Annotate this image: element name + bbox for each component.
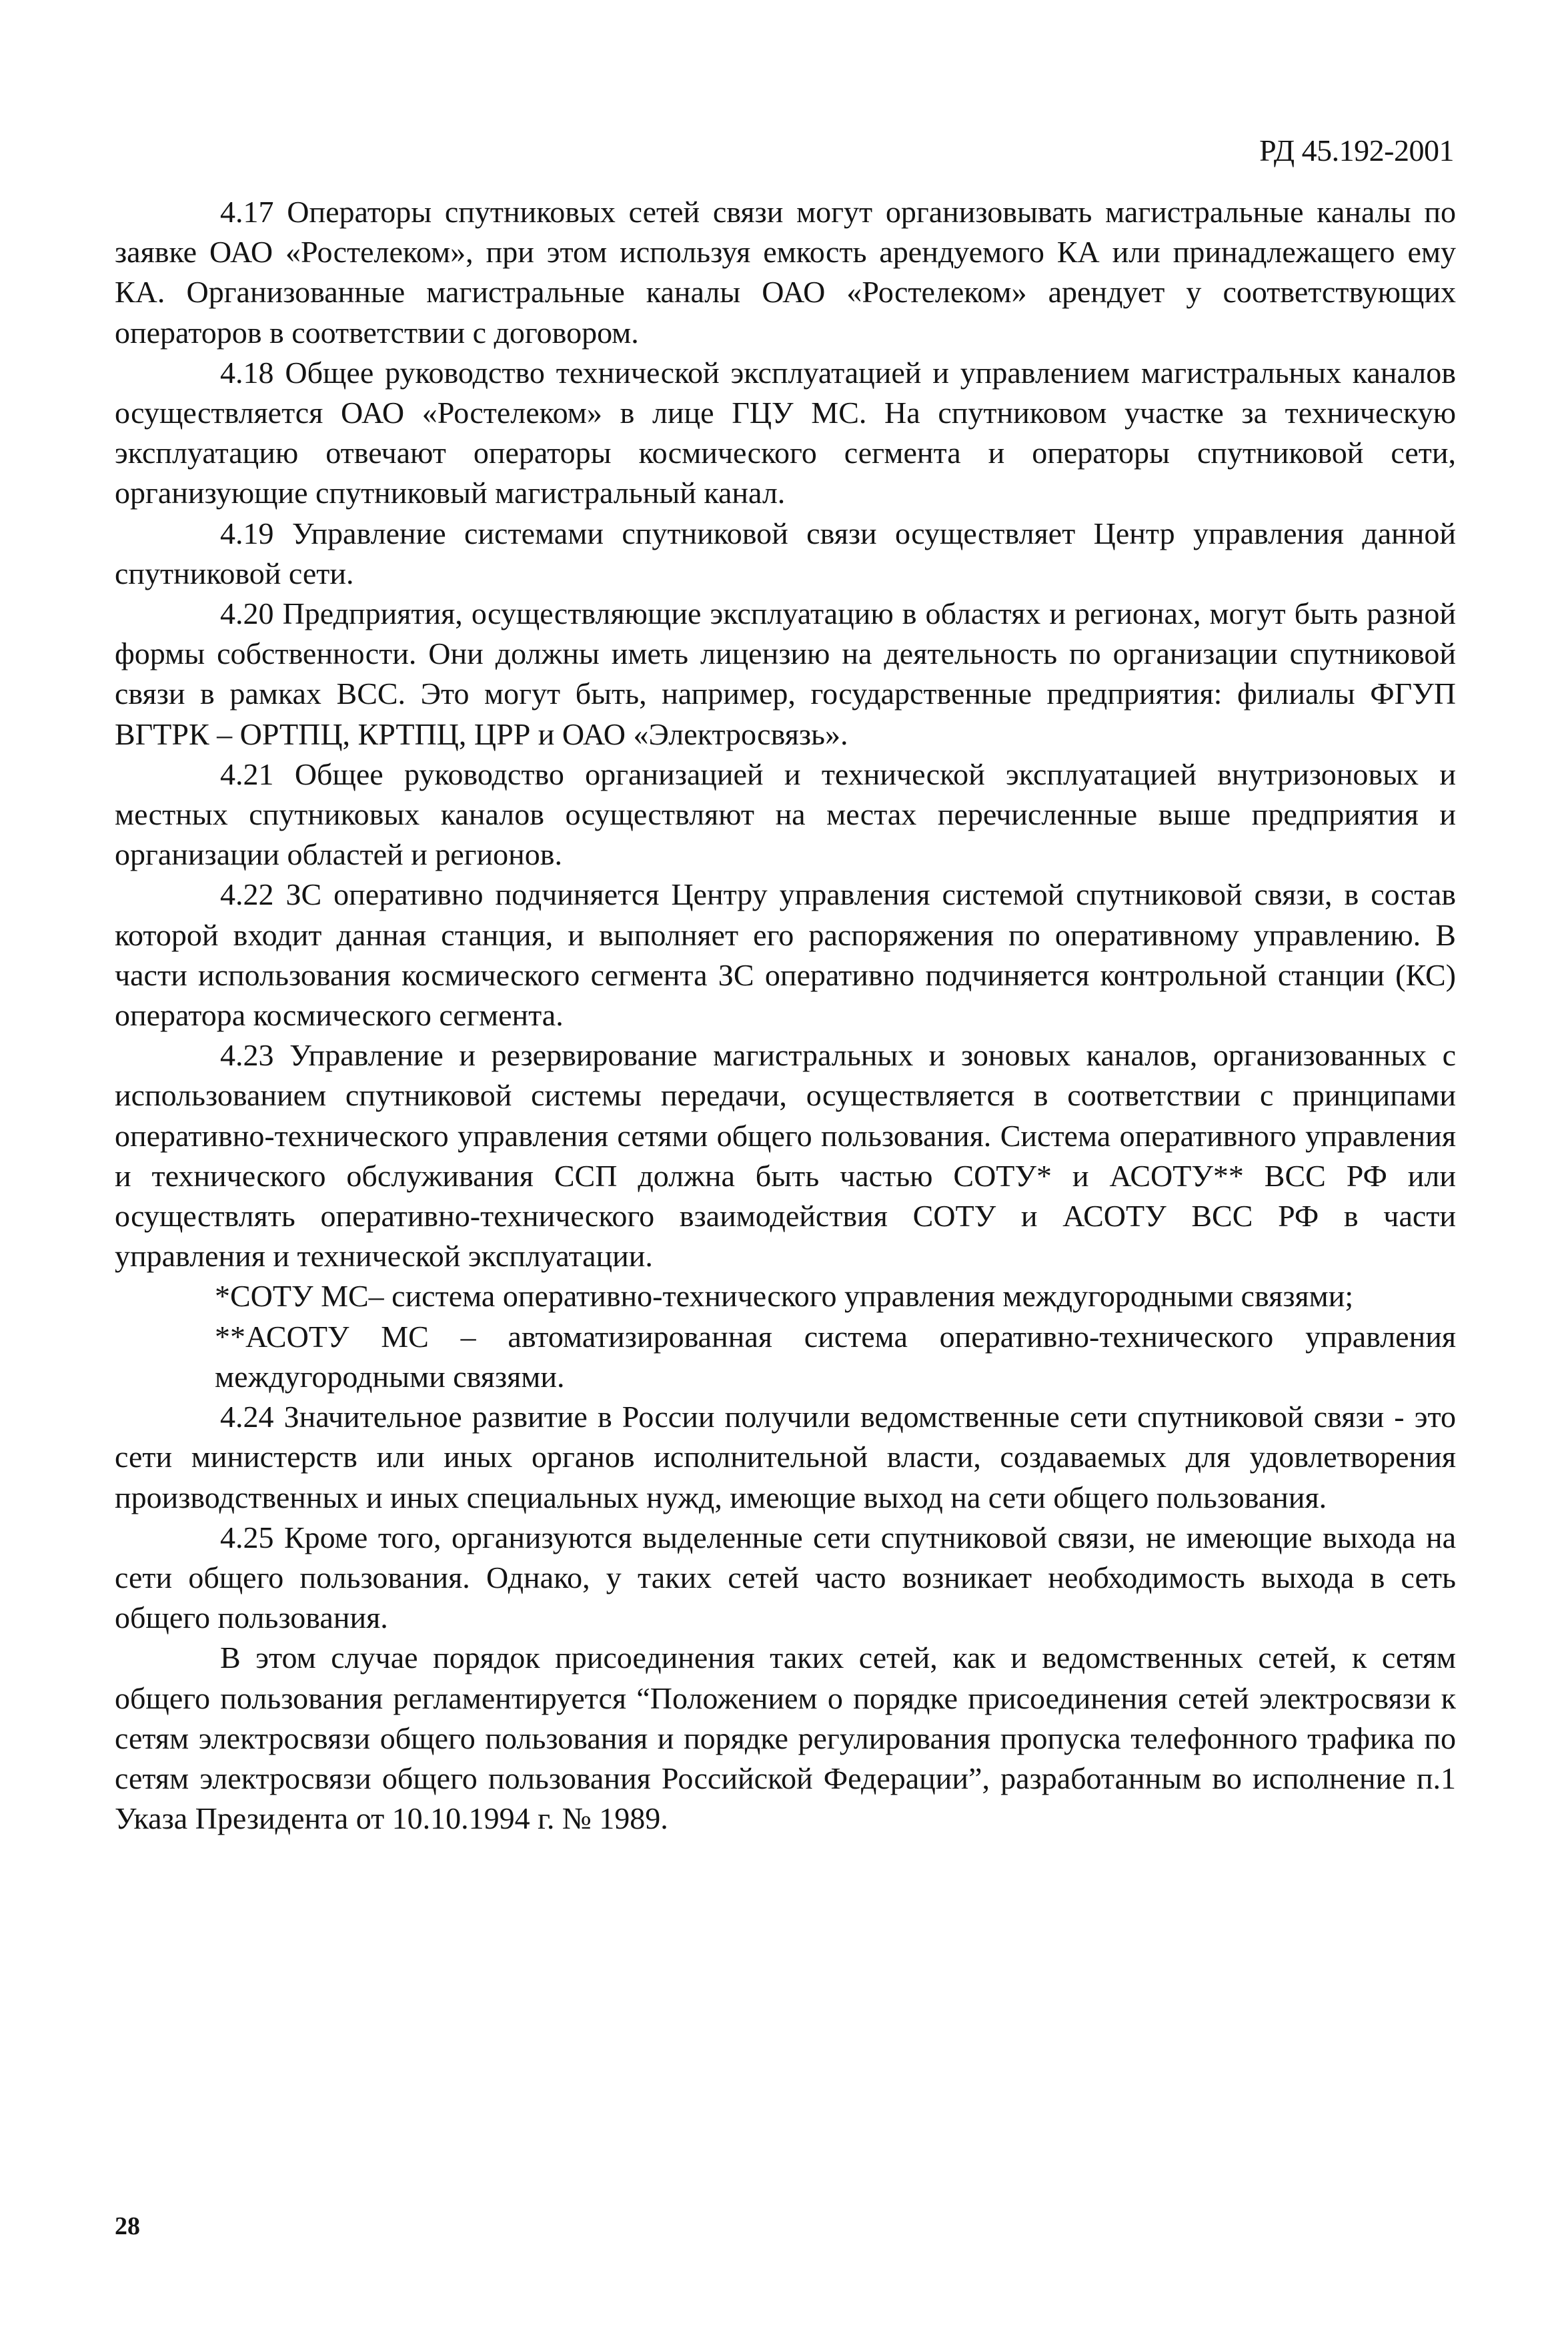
- paragraph-4-22: 4.22 ЗС оперативно подчиняется Центру управления системой спутниковой связи, в состав которой входит данная станция, и выполняет его распоряжения по оперативному управлению. В части использования космического сегмента ЗС оперативно подчиняется контрольной станции (КС) оператора космического сегмента.: [115, 877, 1456, 1033]
- document-body: [115, 192, 1456, 1839]
- document-code: РД 45.192-2001: [1259, 133, 1454, 167]
- paragraph-4-24: 4.24 Значительное развитие в России получили ведомственные сети спутниковой связи - это сети министерств или иных органов исполнительной власти, создаваемых для удовлетворения производственных и иных специальных нужд, имеющие выход на сети общего пользования.: [115, 1400, 1456, 1514]
- paragraph-4-20: 4.20 Предприятия, осуществляющие эксплуатацию в областях и регионах, могут быть разной формы собственности. Они должны иметь лицензию на деятельность по организации спутниковой связи в рамках ВСС. Это могут быть, например, государственные предприятия: филиалы ФГУП ВГТРК – ОРТПЦ, КРТПЦ, ЦРР и ОАО «Электросвязь».: [115, 596, 1456, 751]
- paragraph-4-25: 4.25 Кроме того, организуются выделенные сети спутниковой связи, не имеющие выхода на сети общего пользования. Однако, у таких сетей часто возникает необходимость выхода в сеть общего пользования.: [115, 1520, 1456, 1635]
- paragraph-4-21: 4.21 Общее руководство организацией и технической эксплуатацией внутризоновых и местных спутниковых каналов осуществляют на местах перечисленные выше предприятия и организации областей и регионов.: [115, 757, 1456, 872]
- paragraph-4-19: 4.19 Управление системами спутниковой связи осуществляет Центр управления данной спутниковой сети.: [115, 516, 1456, 590]
- paragraph-4-17: 4.17 Операторы спутниковых сетей связи могут организовывать магистральные каналы по заявке ОАО «Ростелеком», при этом используя емкость арендуемого КА или принадлежащего ему КА. Организованные магистральные каналы ОАО «Ростелеком» арендует у соответствующих операторов в соответствии с договором.: [115, 195, 1456, 350]
- footnote-sotu: *СОТУ МС– система оперативно-технического управления междугородными связями;: [215, 1279, 1354, 1314]
- paragraph-4-18: 4.18 Общее руководство технической эксплуатацией и управлением магистральных каналов осуществляется ОАО «Ростелеком» в лице ГЦУ МС. На спутниковом участке за техническую эксплуатацию отвечают операторы космического сегмента и операторы спутниковой сети, организующие спутниковый магистральный канал.: [115, 355, 1456, 510]
- footnote-asotu: **АСОТУ МС – автоматизированная система оперативно-технического управления междугородными связями.: [215, 1319, 1456, 1394]
- paragraph-connection-regulation: В этом случае порядок присоединения таких сетей, как и ведомственных сетей, к сетям общего пользования регламентируется “Положением о порядке присоединения сетей электросвязи к сетям электросвязи общего пользования и порядке регулирования пропуска телефонного трафика по сетям электросвязи общего пользования Российской Федерации”, разработанным во исполнение п.1 Указа Президента от 10.10.1994 г. № 1989.: [115, 1640, 1456, 1836]
- paragraph-4-23: 4.23 Управление и резервирование магистральных и зоновых каналов, организованных с использованием спутниковой системы передачи, осуществляется в соответствии с принципами оперативно-технического управления сетями общего пользования. Система оперативного управления и технического обслуживания ССП должна быть частью СОТУ* и АСОТУ** ВСС РФ или осуществлять оперативно-технического взаимодействия СОТУ и АСОТУ ВСС РФ в части управления и технической эксплуатации.: [115, 1038, 1456, 1274]
- page-number: 28: [115, 2212, 140, 2240]
